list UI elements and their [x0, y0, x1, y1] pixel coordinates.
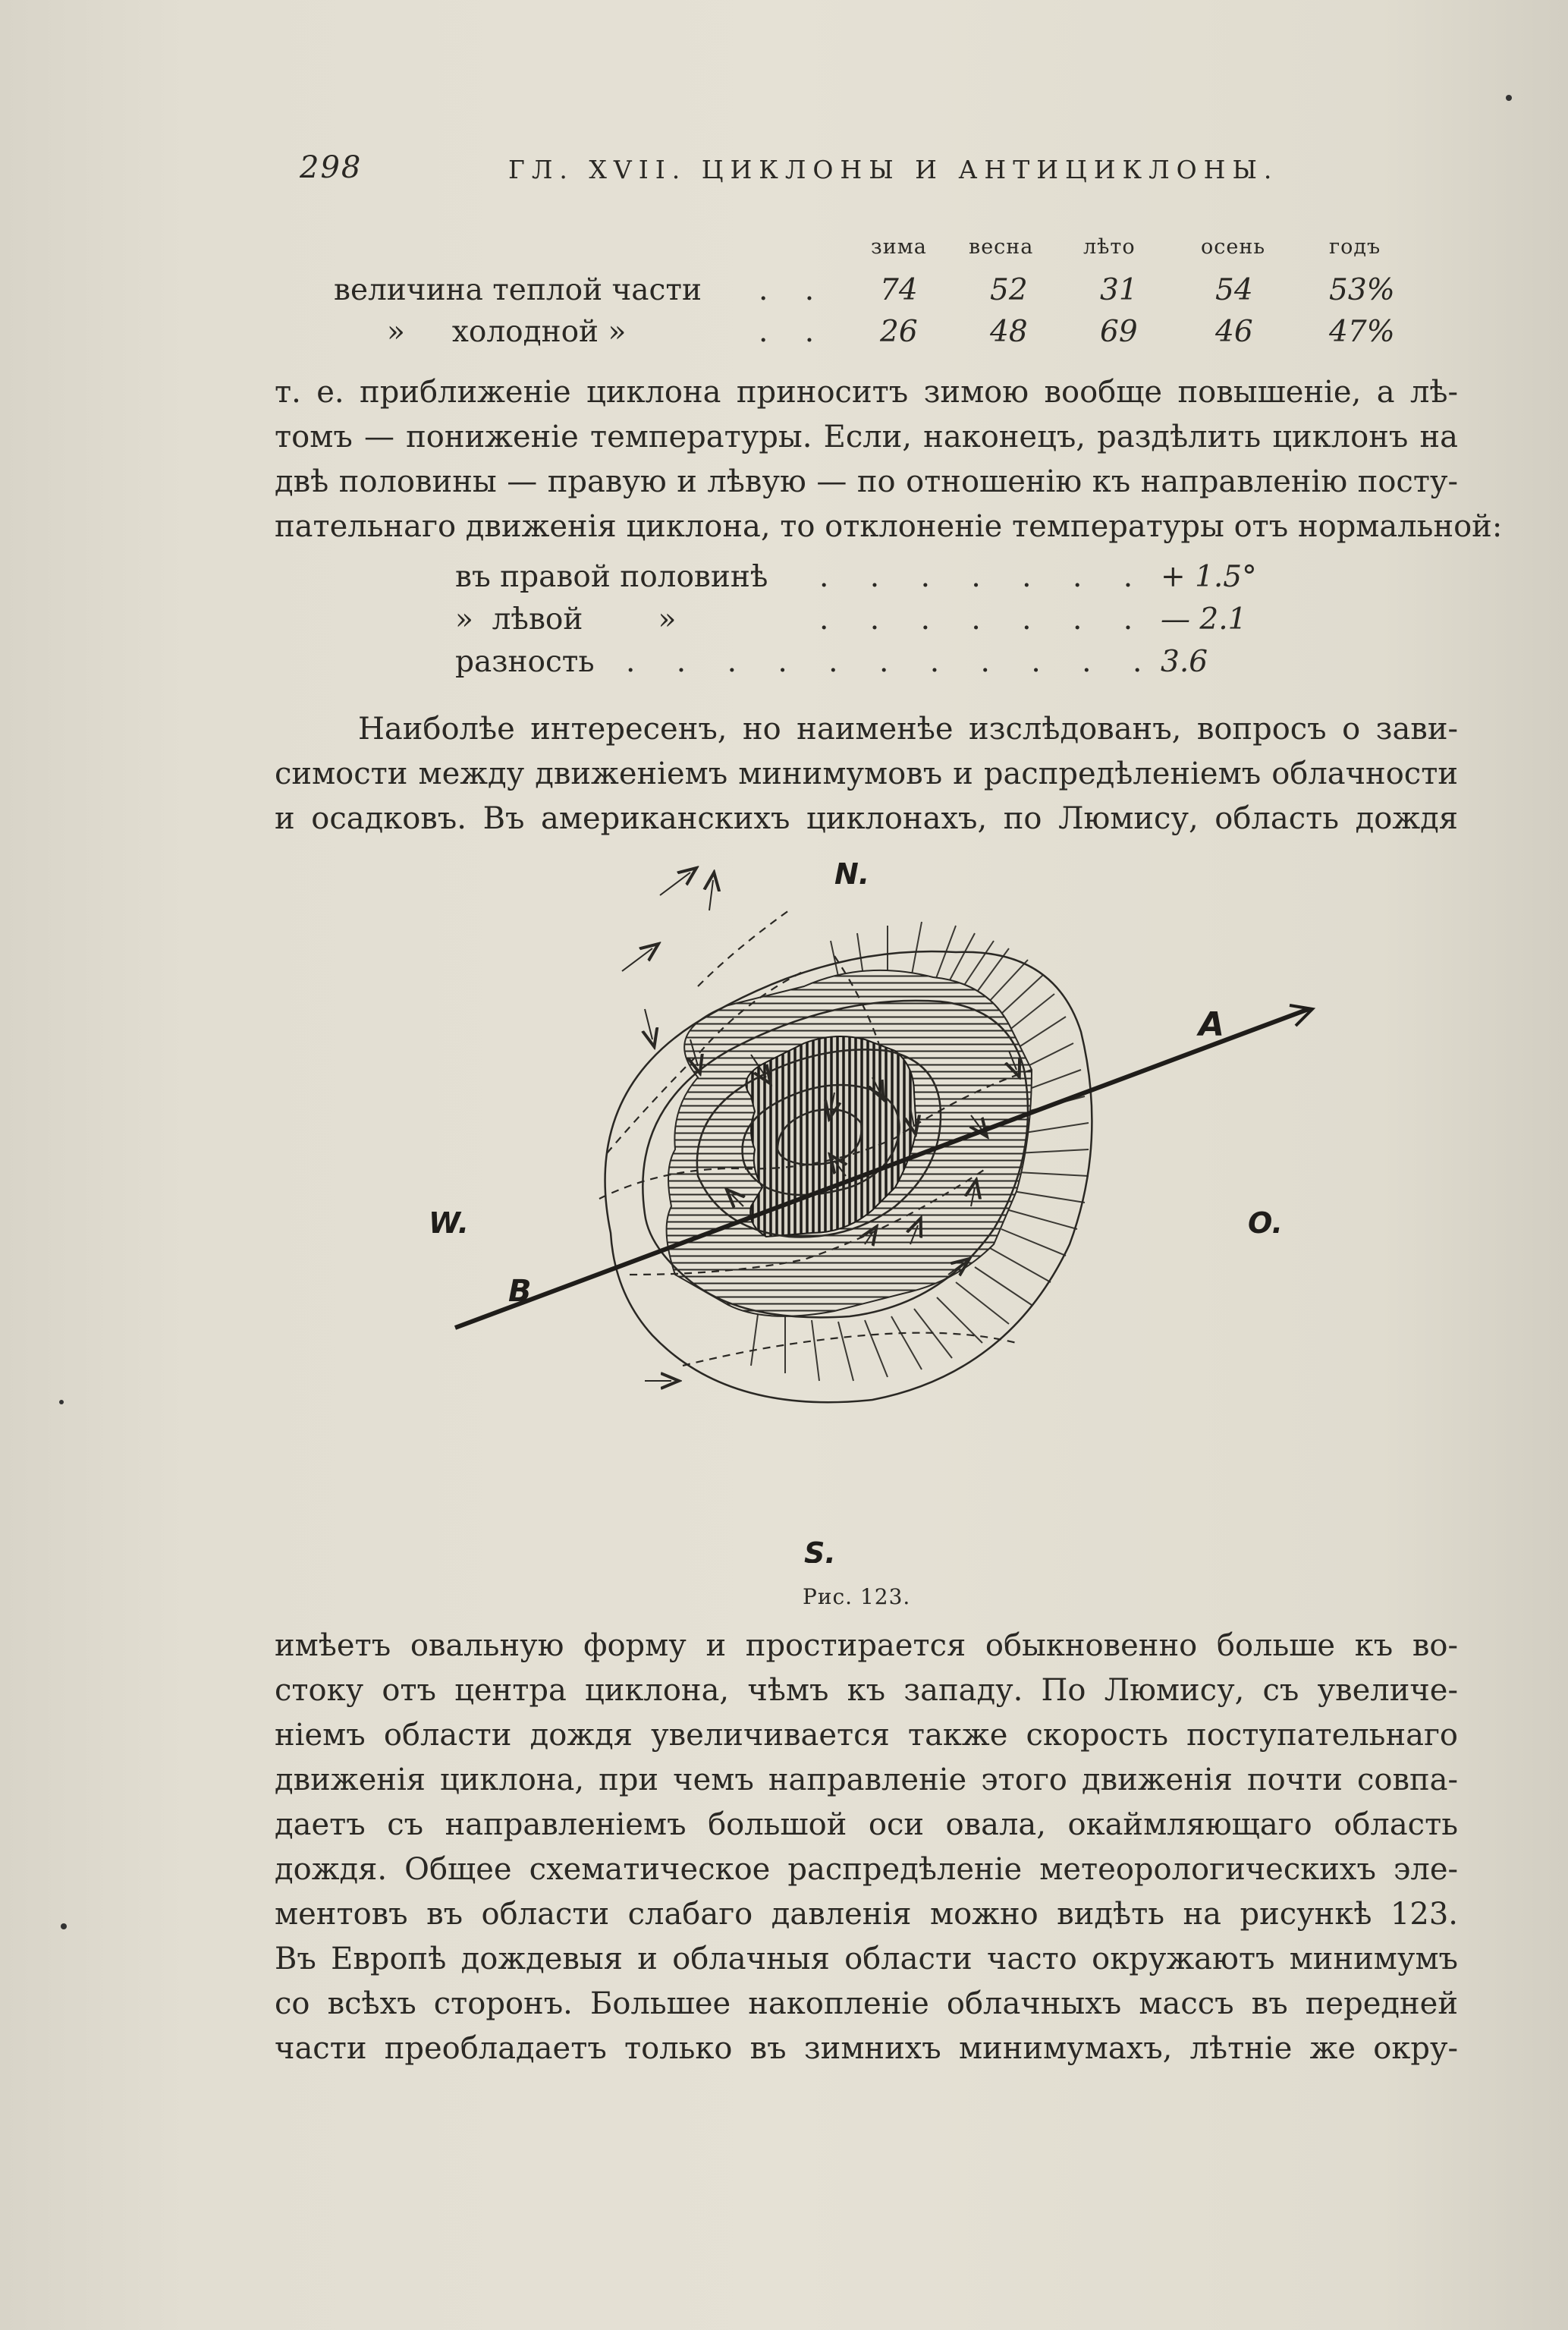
page-number: 298 [300, 150, 363, 185]
table-cell: 47% [1329, 315, 1395, 349]
deviation-row [455, 645, 1290, 687]
running-head: ГЛ. XVII. ЦИКЛОНЫ И АНТИЦИКЛОНЫ. [508, 155, 1279, 184]
table-cell: 74 [880, 273, 918, 307]
text-line: стоку отъ центра циклона, чѣмъ къ западу. По Люмису, съ увеличе- [275, 1673, 1458, 1708]
text-line: Наиболѣе интересенъ, но наименѣе изслѣдованъ, вопросъ о зави- [358, 712, 1458, 747]
table-cell: 31 [1100, 273, 1138, 307]
deviation-label: разность [455, 645, 595, 679]
table-cell: 46 [1215, 315, 1253, 349]
text-line: даетъ съ направленіемъ большой оси овала, окаймляющаго область [275, 1807, 1458, 1842]
paper-speck [61, 1923, 67, 1929]
point-a-label: A [1199, 1005, 1225, 1044]
deviation-label: въ правой половинѣ [455, 560, 768, 594]
table-cell: 26 [880, 315, 918, 349]
table-cell: 54 [1215, 273, 1253, 307]
north-label: N. [834, 857, 870, 891]
west-label: W. [429, 1206, 470, 1240]
cyclone-diagram [410, 850, 1320, 1563]
text-line: двѣ половины — правую и лѣвую — по отношенію къ направленію посту- [275, 464, 1458, 499]
table-cell: 48 [990, 315, 1028, 349]
text-line: т. е. приближеніе циклона приноситъ зимою вообще повышеніе, а лѣ- [275, 375, 1458, 410]
paragraph-loomis [275, 707, 1458, 841]
deviation-value: — 2.1 [1161, 602, 1247, 637]
text-line: и осадковъ. Въ американскихъ циклонахъ, по Люмису, область дождя [275, 801, 1458, 836]
column-header: весна [969, 235, 1034, 259]
text-line: томъ — пониженіе температуры. Если, наконецъ, раздѣлить циклонъ на [275, 420, 1458, 454]
east-label: O. [1248, 1206, 1283, 1240]
paper-speck [1506, 95, 1512, 101]
figure-caption: Рис. 123. [803, 1584, 911, 1609]
table-cell: 53% [1329, 273, 1395, 307]
leader-dots: . . . . . . . [819, 560, 1149, 594]
south-label: S. [804, 1536, 836, 1563]
text-line: симости между движеніемъ минимумовъ и распредѣленіемъ облачности [275, 756, 1458, 791]
paper-speck [59, 1400, 64, 1404]
row-label: » холодной » [387, 315, 627, 349]
text-line: Въ Европѣ дождевыя и облачныя области часто окружаютъ минимумъ [275, 1942, 1458, 1976]
text-line: ніемъ области дождя увеличивается также скорость поступательнаго [275, 1718, 1458, 1753]
table-row [319, 273, 1456, 315]
leader-dots: . . . . . . . . . . . [626, 645, 1158, 679]
column-header: зима [871, 235, 927, 259]
table-cell: 52 [990, 273, 1028, 307]
deviation-value: 3.6 [1161, 645, 1208, 679]
column-header: лѣто [1083, 235, 1136, 259]
text-line: дождя. Общее схематическое распредѣленіе метеорологическихъ эле- [275, 1852, 1458, 1887]
leader-dots: . . . . . . . [819, 602, 1149, 637]
text-line: пательнаго движенія циклона, то отклоненіе температуры отъ нормальной: [275, 509, 1503, 544]
text-line: части преобладаетъ только въ зимнихъ минимумахъ, лѣтніе же окру- [275, 2031, 1458, 2066]
text-line: со всѣхъ сторонъ. Большее накопленіе облачныхъ массъ въ передней [275, 1986, 1458, 2021]
deviation-row [455, 602, 1290, 644]
column-header: годъ [1329, 235, 1381, 259]
text-line: движенія циклона, при чемъ направленіе этого движенія почти совпа- [275, 1762, 1458, 1797]
deviation-row [455, 560, 1290, 602]
cyclone-figure [410, 850, 1320, 1563]
point-b-label: B [508, 1274, 532, 1309]
paragraph-body [275, 1624, 1458, 2071]
deviation-label: » лѣвой » [455, 602, 677, 637]
leader-dots: . . [759, 273, 828, 307]
deviation-value: + 1.5° [1161, 560, 1257, 594]
leader-dots: . . [759, 315, 828, 349]
table-row [319, 315, 1456, 357]
text-line: имѣетъ овальную форму и простирается обыкновенно больше къ во- [275, 1628, 1458, 1663]
row-label: величина теплой части [334, 273, 702, 307]
column-header: осень [1201, 235, 1266, 259]
text-line: ментовъ въ области слабаго давленія можно видѣть на рисункѣ 123. [275, 1897, 1458, 1932]
table-cell: 69 [1100, 315, 1138, 349]
paragraph-intro [275, 370, 1503, 549]
page-header [300, 150, 1453, 196]
